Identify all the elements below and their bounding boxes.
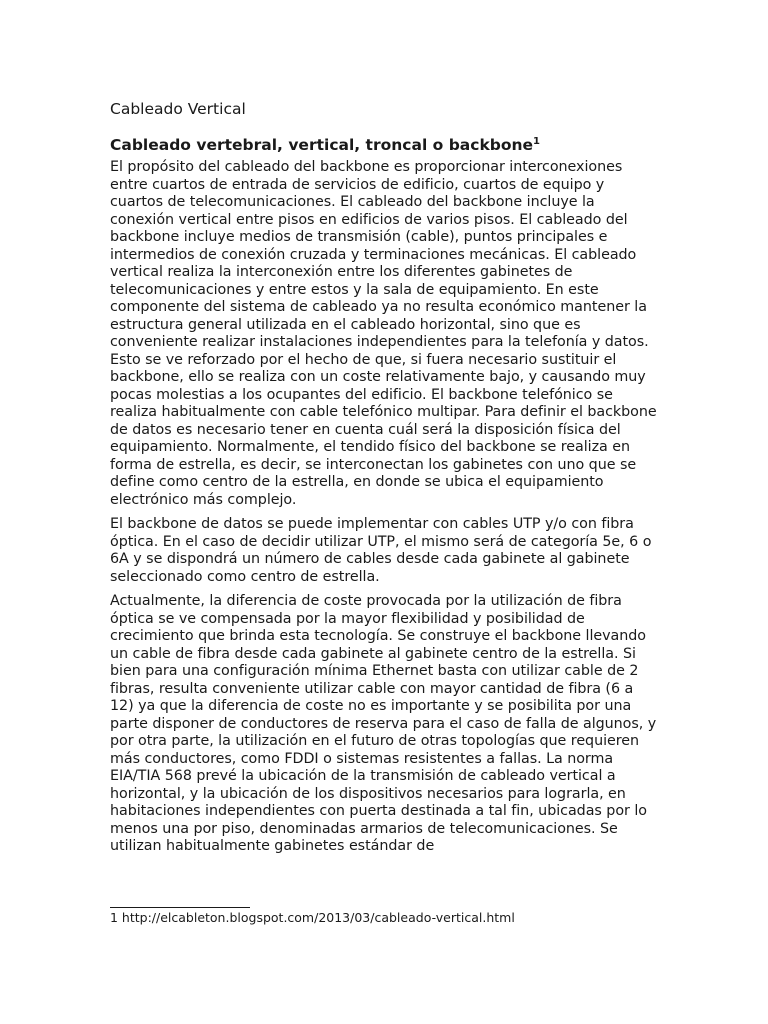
paragraph-1: El propósito del cableado del backbone es proporcionar interconexiones entre cuartos de entrada de servicios de edificio, cuartos de equipo y cuartos de telecomunicaciones. El cableado del backbone incluye la conexión vertical entre pisos en edificios de varios pisos. El cableado del backbone incluye medios de transmisión (cable), puntos principales e intermedios de conexión cruzada y terminaciones mecánicas. El cableado vertical realiza la interconexión entre los diferentes gabinetes de telecomunicaciones y entre estos y la sala de equipamiento. En este componente del sistema de cableado ya no resulta económico mantener la estructura general utilizada en el cableado horizontal, sino que es conveniente realizar instalaciones independientes para la telefonía y datos. Esto se ve reforzado por el hecho de que, si fuera necesario sustituir el backbone, ello se realiza con un coste relativamente bajo, y causando muy pocas molestias a los ocupantes del edificio. El backbone telefónico se realiza habitualmente con cable telefónico multipar. Para definir el backbone de datos es necesario tener en cuenta cuál será la disposición física del equipamiento. Normalmente, el tendido físico del backbone se realiza en forma de estrella, es decir, se interconectan los gabinetes con uno que se define como centro de la estrella, en donde se ubica el equipamiento electrónico más complejo. <box>110 159 657 508</box>
footnote-reference[interactable]: 1 <box>533 135 541 147</box>
document-page <box>110 99 658 863</box>
document-title: Cableado Vertical <box>110 100 246 118</box>
footnote[interactable]: 1 http://elcableton.blogspot.com/2013/03/cableado-vertical.html <box>110 910 515 925</box>
section-heading <box>110 135 658 155</box>
section-heading-text: Cableado vertebral, vertical, troncal o backbone <box>110 136 534 154</box>
paragraph-3: Actualmente, la diferencia de coste provocada por la utilización de fibra óptica se ve compensada por la mayor flexibilidad y posibilidad de crecimiento que brinda esta tecnología. Se construye el backbone llevando un cable de fibra desde cada gabinete al gabinete centro de la estrella. Si bien para una configuración mínima Ethernet basta con utilizar cable de 2 fibras, resulta conveniente utilizar cable con mayor cantidad de fibra (6 a 12) ya que la diferencia de coste no es importante y se posibilita por una parte disponer de conductores de reserva para el caso de falla de algunos, y por otra parte, la utilización en el futuro de otras topologías que requieren más conductores, como FDDI o sistemas resistentes a fallas. La norma EIA/TIA 568 prevé la ubicación de la transmisión de cableado vertical a horizontal, y la ubicación de los dispositivos necesarios para lograrla, en habitaciones independientes con puerta destinada a tal fin, ubicadas por lo menos una por piso, denominadas armarios de telecomunicaciones. Se utilizan habitualmente gabinetes estándar de <box>110 593 657 854</box>
paragraph-2: El backbone de datos se puede implementar con cables UTP y/o con fibra óptica. En el caso de decidir utilizar UTP, el mismo será de categoría 5e, 6 o 6A y se dispondrá un número de cables desde cada gabinete al gabinete seleccionado como centro de estrella. <box>110 516 652 585</box>
footnote-separator <box>110 907 250 908</box>
